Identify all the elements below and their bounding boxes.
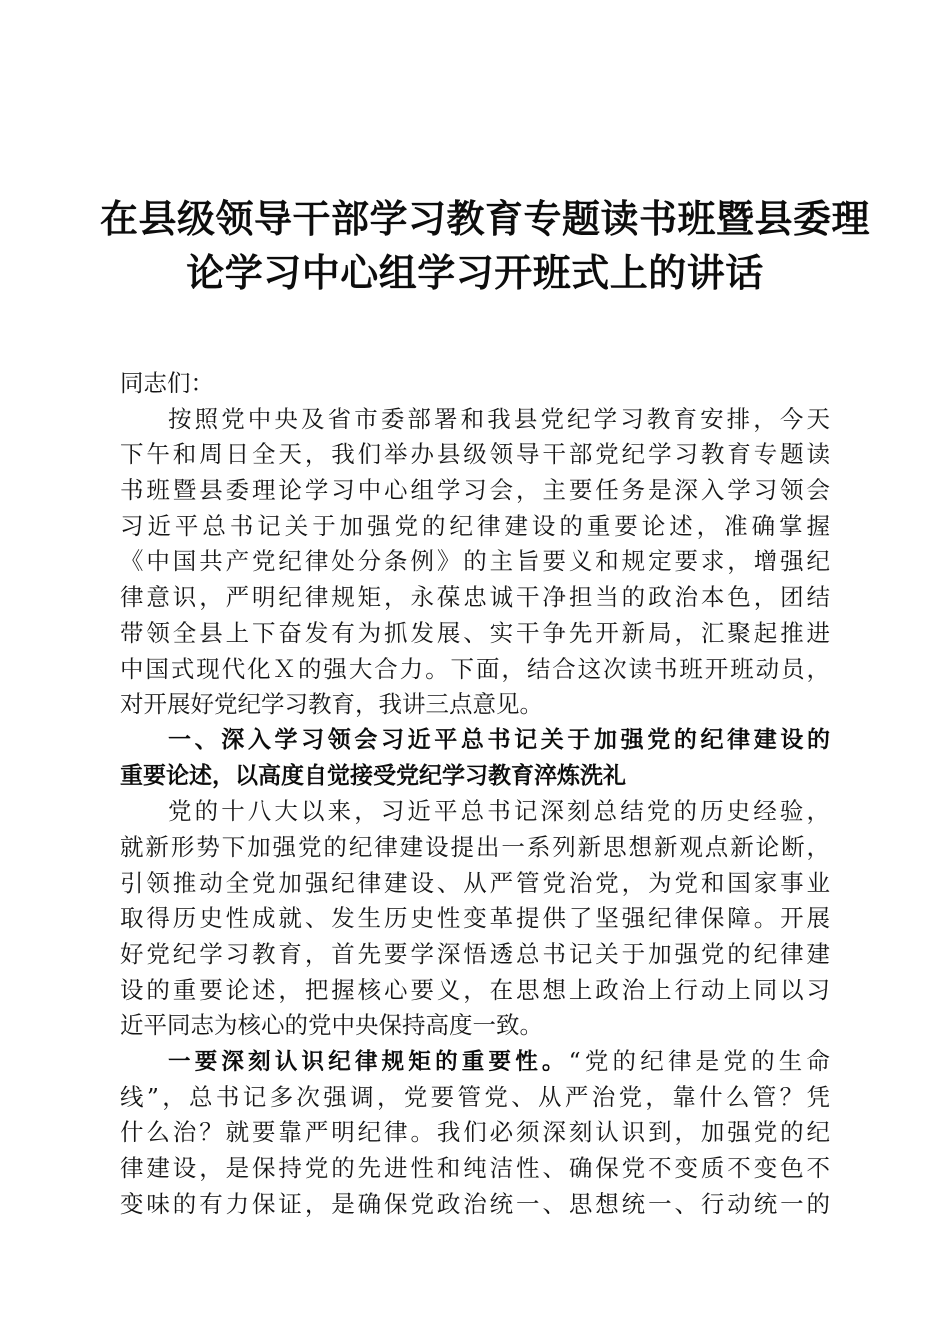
paragraph-line bbox=[120, 1044, 830, 1080]
title-line: 在县级领导干部学习教育专题读书班暨县委理 bbox=[100, 196, 871, 241]
salutation: 同志们： bbox=[120, 369, 214, 397]
paragraph-line: 对开展好党纪学习教育，我讲三点意见。 bbox=[120, 690, 543, 719]
paragraph-line: 近平同志为核心的党中央保持高度一致。 bbox=[120, 1011, 543, 1040]
paragraph-line: 习近平总书记关于加强党的纪律建设的重要论述，准确掌握 bbox=[120, 511, 830, 540]
paragraph-line: 带领全县上下奋发有为抓发展、实干争先开新局，汇聚起推进 bbox=[120, 618, 830, 647]
paragraph-line: 什么治？就要靠严明纪律。我们必须深刻认识到，加强党的纪 bbox=[120, 1118, 830, 1147]
paragraph-line: 下午和周日全天，我们举办县级领导干部党纪学习教育专题读 bbox=[120, 440, 830, 469]
paragraph-line: 线”，总书记多次强调，党要管党、从严治党，靠什么管？凭 bbox=[120, 1082, 830, 1111]
paragraph-line: 按照党中央及省市委部署和我县党纪学习教育安排，今天 bbox=[168, 404, 830, 433]
paragraph-line: 党的十八大以来，习近平总书记深刻总结党的历史经验， bbox=[168, 797, 830, 826]
paragraph-text: “党的纪律是党的生命 bbox=[568, 1047, 830, 1076]
document-title bbox=[100, 192, 871, 300]
paragraph-line: 《中国共产党纪律处分条例》的主旨要义和规定要求，增强纪 bbox=[120, 547, 830, 576]
paragraph-line: 中国式现代化Ｘ的强大合力。下面，结合这次读书班开班动员， bbox=[120, 654, 830, 683]
paragraph-line: 取得历史性成就、发生历史性变革提供了坚强纪律保障。开展 bbox=[120, 904, 830, 933]
paragraph-line: 好党纪学习教育，首先要学深悟透总书记关于加强党的纪律建 bbox=[120, 940, 830, 968]
paragraph-line: 就新形势下加强党的纪律建设提出一系列新思想新观点新论断， bbox=[120, 832, 830, 861]
document-body bbox=[120, 366, 830, 1223]
title-line: 论学习中心组学习开班式上的讲话 bbox=[186, 250, 764, 295]
paragraph-line: 引领推动全党加强纪律建设、从严管党治党，为党和国家事业 bbox=[120, 868, 830, 897]
section-heading: 一、深入学习领会习近平总书记关于加强党的纪律建设的 bbox=[168, 726, 830, 753]
paragraph-line: 书班暨县委理论学习中心组学习会，主要任务是深入学习领会 bbox=[120, 476, 830, 505]
paragraph-line: 律建设，是保持党的先进性和纯洁性、确保党不变质不变色不 bbox=[120, 1154, 830, 1183]
paragraph-line: 变味的有力保证，是确保党政治统一、思想统一、行动统一的 bbox=[120, 1189, 830, 1218]
paragraph-line: 律意识，严明纪律规矩，永葆忠诚干净担当的政治本色，团结 bbox=[120, 583, 830, 612]
emphasis-lead: 一要深刻认识纪律规矩的重要性。 bbox=[168, 1049, 569, 1076]
paragraph-line: 设的重要论述，把握核心要义，在思想上政治上行动上同以习 bbox=[120, 975, 830, 1004]
section-heading: 重要论述，以高度自觉接受党纪学习教育淬炼洗礼 bbox=[120, 762, 626, 789]
